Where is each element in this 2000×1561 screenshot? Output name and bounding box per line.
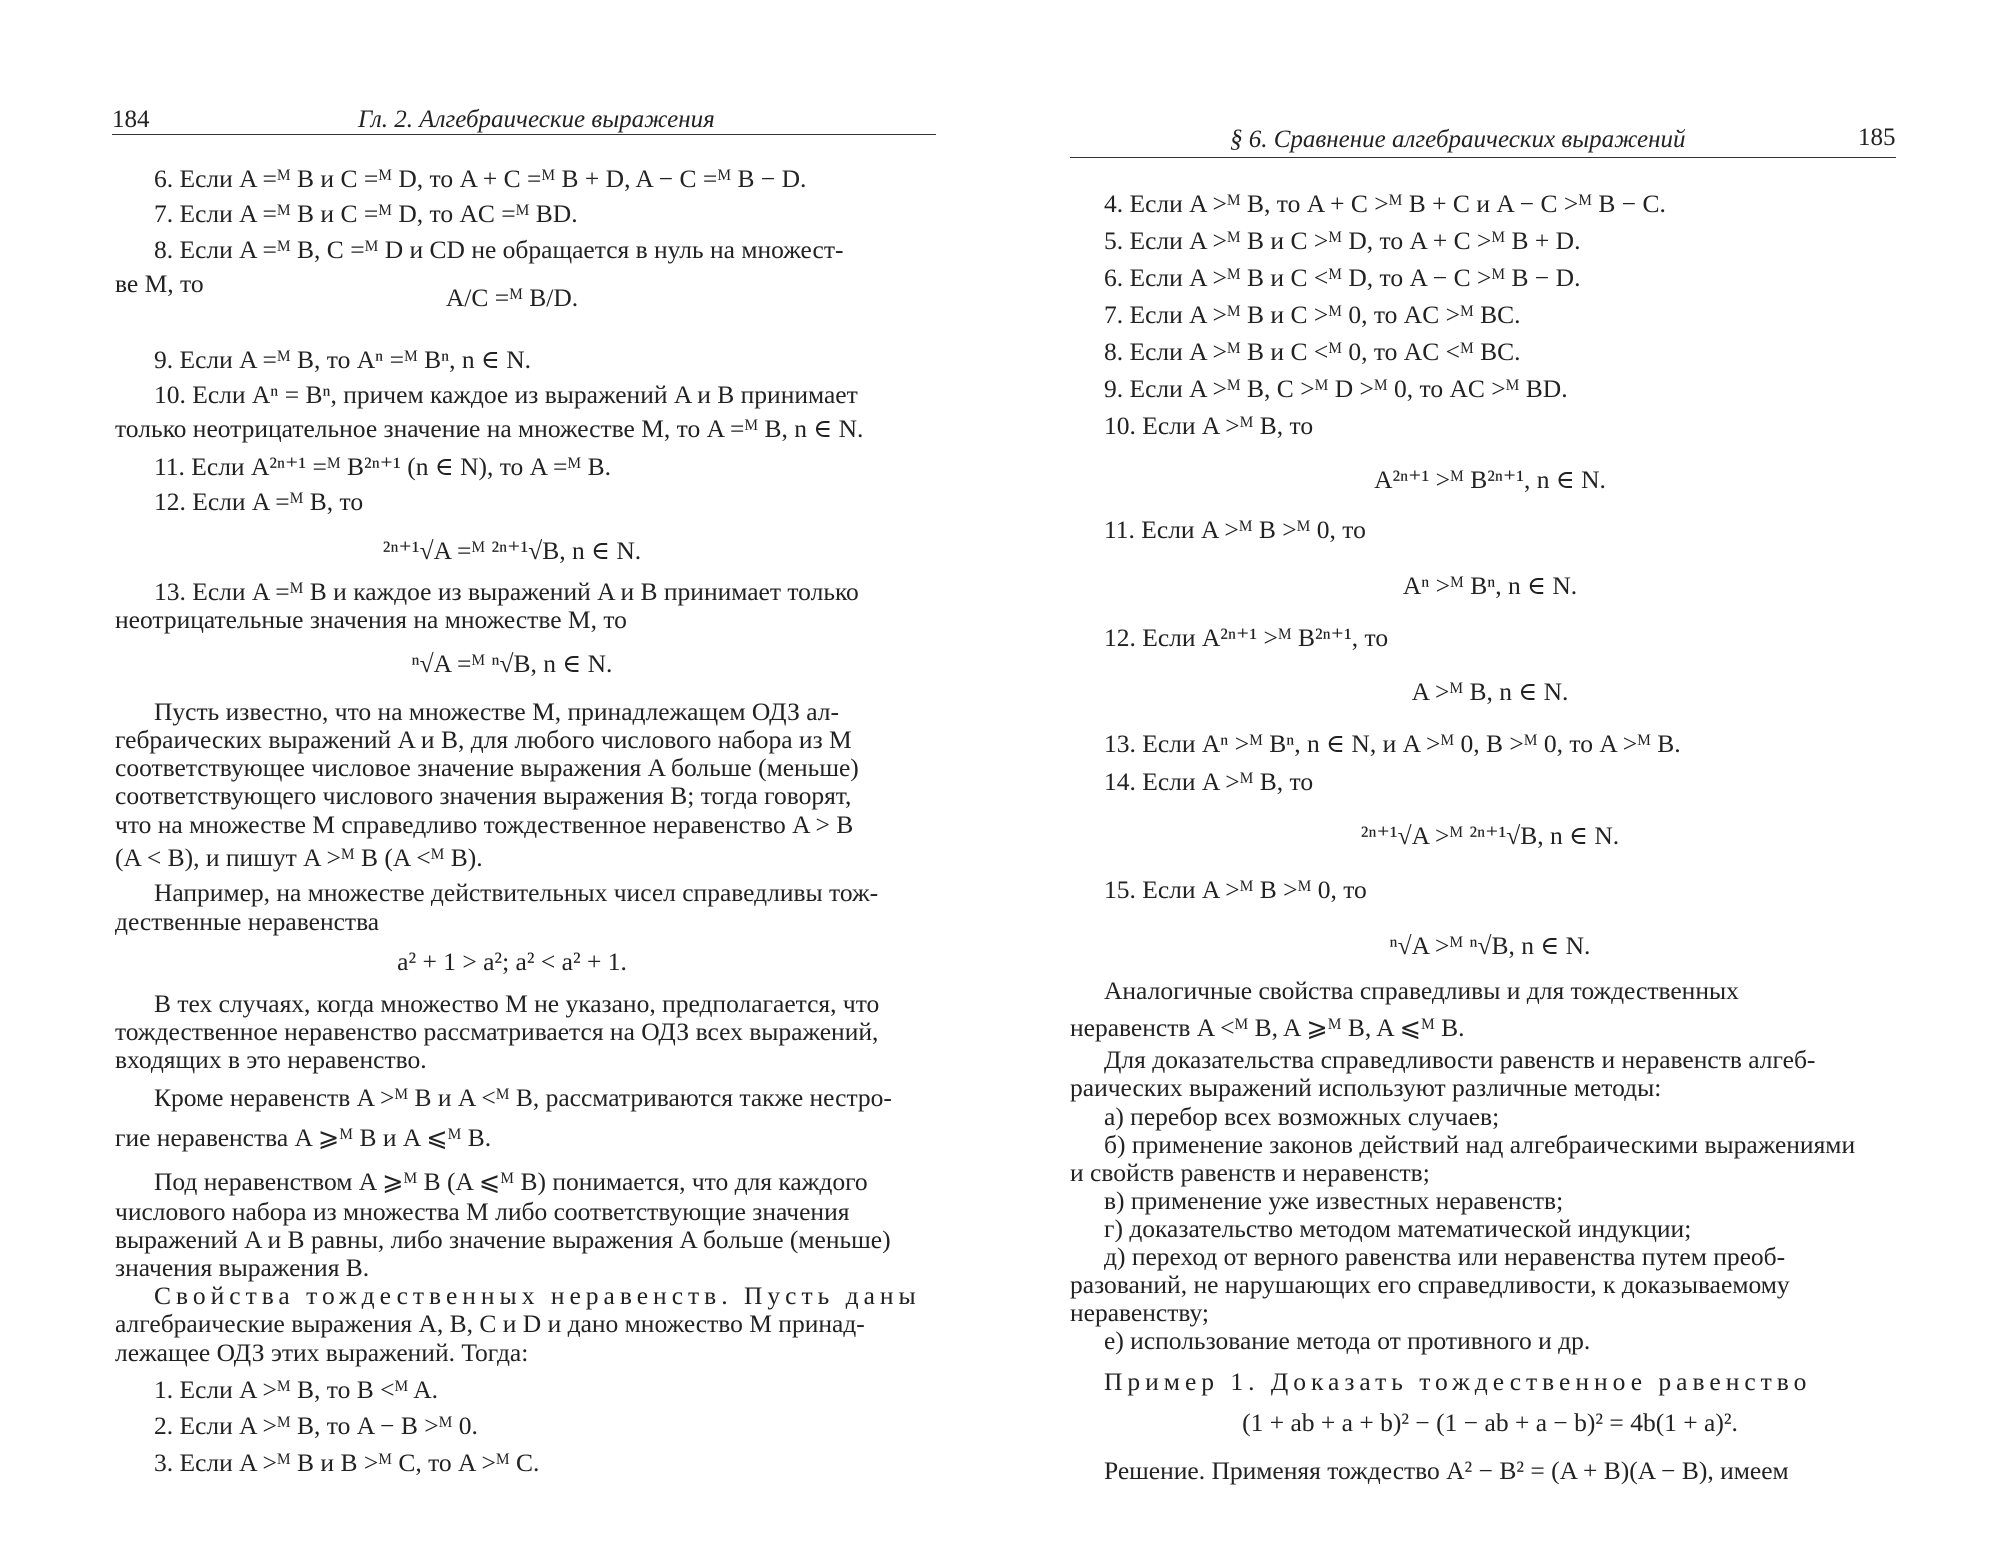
text-line: Под неравенством A ⩾ᴹ B (A ⩽ᴹ B) понимается, что для каждого [154, 1167, 868, 1196]
running-title: Гл. 2. Алгебраические выражения [358, 106, 715, 133]
display-formula: A >ᴹ B, n ∈ N. [1411, 677, 1569, 706]
text-line: 12. Если A²ⁿ⁺¹ >ᴹ B²ⁿ⁺¹, то [1104, 623, 1389, 652]
text-line: неравенству; [1070, 1298, 1210, 1327]
list-item: а) перебор всех возможных случаев; [1104, 1102, 1500, 1131]
display-formula: Aⁿ >ᴹ Bⁿ, n ∈ N. [1402, 571, 1578, 600]
display-formula: ²ⁿ⁺¹√A >ᴹ ²ⁿ⁺¹√B, n ∈ N. [1360, 821, 1620, 850]
text-line: Например, на множестве действительных чисел справедливы тож- [154, 878, 879, 907]
text-line: 6. Если A =ᴹ B и C =ᴹ D, то A + C =ᴹ B + D, A − C =ᴹ B − D. [154, 164, 807, 193]
display-formula: (1 + ab + a + b)² − (1 − ab + a − b)² = 4b(1 + a)². [1242, 1408, 1738, 1437]
text-line: 4. Если A >ᴹ B, то A + C >ᴹ B + C и A − C >ᴹ B − C. [1104, 189, 1666, 218]
list-item: г) доказательство методом математической индукции; [1104, 1214, 1692, 1243]
text-line: 13. Если Aⁿ >ᴹ Bⁿ, n ∈ N, и A >ᴹ 0, B >ᴹ 0, то A >ᴹ B. [1104, 729, 1681, 758]
text-line: 14. Если A >ᴹ B, то [1104, 767, 1314, 796]
text-line: Пусть известно, что на множестве M, принадлежащем ОДЗ ал- [154, 697, 840, 726]
text-line: 8. Если A =ᴹ B, C =ᴹ D и CD не обращается в нуль на множест- [154, 235, 844, 264]
text-line: 15. Если A >ᴹ B >ᴹ 0, то [1104, 875, 1367, 904]
page-number: 184 [112, 106, 150, 133]
text-line: 5. Если A >ᴹ B и C >ᴹ D, то A + C >ᴹ B + D. [1104, 226, 1581, 255]
display-formula: a² + 1 > a²; a² < a² + 1. [397, 947, 627, 976]
header-rule [112, 134, 936, 135]
display-formula: A/C =ᴹ B/D. [445, 283, 579, 312]
text-line: 9. Если A =ᴹ B, то Aⁿ =ᴹ Bⁿ, n ∈ N. [154, 345, 532, 374]
text-line: неравенств A <ᴹ B, A ⩾ᴹ B, A ⩽ᴹ B. [1070, 1013, 1465, 1042]
text-line: значения выражения B. [115, 1253, 370, 1282]
text-line: соответствующее числовое значение выражения A больше (меньше) [115, 753, 859, 782]
text-line: неотрицательные значения на множестве M, то [115, 605, 627, 634]
page-number: 185 [1858, 124, 1896, 151]
display-formula: ²ⁿ⁺¹√A =ᴹ ²ⁿ⁺¹√B, n ∈ N. [382, 536, 642, 565]
text-line: 7. Если A >ᴹ B и C >ᴹ 0, то AC >ᴹ BC. [1104, 300, 1521, 329]
list-item: в) применение уже известных неравенств; [1104, 1186, 1564, 1215]
text-line: (A < B), и пишут A >ᴹ B (A <ᴹ B). [115, 843, 483, 872]
text-line: раических выражений используют различные методы: [1070, 1073, 1662, 1102]
list-item: е) использование метода от противного и др. [1104, 1326, 1591, 1355]
text-line: 6. Если A >ᴹ B и C <ᴹ D, то A − C >ᴹ B − D. [1104, 263, 1581, 292]
text-line: входящих в это неравенство. [115, 1045, 427, 1074]
text-line: только неотрицательное значение на множестве M, то A =ᴹ B, n ∈ N. [115, 414, 864, 443]
text-line: числового набора из множества M либо соответствующие значения [115, 1197, 850, 1226]
text-line: 10. Если A >ᴹ B, то [1104, 411, 1314, 440]
text-line: выражений A и B равны, либо значение выражения A больше (меньше) [115, 1225, 891, 1254]
display-formula: A²ⁿ⁺¹ >ᴹ B²ⁿ⁺¹, n ∈ N. [1374, 465, 1606, 494]
text-line: 7. Если A =ᴹ B и C =ᴹ D, то AC =ᴹ BD. [154, 199, 578, 228]
text-line: 1. Если A >ᴹ B, то B <ᴹ A. [154, 1375, 439, 1404]
list-item: д) переход от верного равенства или неравенства путем преоб- [1104, 1242, 1786, 1271]
text-line: ве M, то [115, 269, 204, 298]
text-line: Решение. Применяя тождество A² − B² = (A + B)(A − B), имеем [1104, 1456, 1789, 1485]
text-line: Аналогичные свойства справедливы и для тождественных [1104, 976, 1739, 1005]
text-line: 11. Если A >ᴹ B >ᴹ 0, то [1104, 515, 1366, 544]
text-line: 13. Если A =ᴹ B и каждое из выражений A и B принимает только [154, 577, 859, 606]
text-line: лежащее ОДЗ этих выражений. Тогда: [115, 1338, 529, 1367]
text-line: 8. Если A >ᴹ B и C <ᴹ 0, то AC <ᴹ BC. [1104, 337, 1521, 366]
right-page [1000, 0, 2000, 1561]
text-line: 10. Если Aⁿ = Bⁿ, причем каждое из выражений A и B принимает [154, 380, 858, 409]
left-page-header [0, 0, 1000, 140]
right-page-header [1000, 0, 2000, 160]
display-formula: ⁿ√A =ᴹ ⁿ√B, n ∈ N. [411, 649, 613, 678]
text-line: соответствующего числового значения выражения B; тогда говорят, [115, 781, 852, 810]
text-line: тождественное неравенство рассматривается на ОДЗ всех выражений, [115, 1017, 879, 1046]
text-line: Для доказательства справедливости равенств и неравенств алгеб- [1104, 1045, 1816, 1074]
text-line: и свойств равенств и неравенств; [1070, 1158, 1430, 1187]
text-line: гебраических выражений A и B, для любого числового набора из M [115, 725, 852, 754]
text-line: В тех случаях, когда множество M не указано, предполагается, что [154, 989, 880, 1018]
text-line: 12. Если A =ᴹ B, то [154, 487, 364, 516]
text-line: 11. Если A²ⁿ⁺¹ =ᴹ B²ⁿ⁺¹ (n ∈ N), то A =ᴹ B. [154, 452, 611, 481]
text-line: 9. Если A >ᴹ B, C >ᴹ D >ᴹ 0, то AC >ᴹ BD. [1104, 374, 1568, 403]
display-formula: ⁿ√A >ᴹ ⁿ√B, n ∈ N. [1389, 931, 1591, 960]
running-title: § 6. Сравнение алгебраических выражений [1230, 126, 1686, 153]
text-line: что на множестве M справедливо тождественное неравенство A > B [115, 810, 854, 839]
text-line: дественные неравенства [115, 907, 380, 936]
list-item: б) применение законов действий над алгебраическими выражениями [1104, 1130, 1856, 1159]
text-line: гие неравенства A ⩾ᴹ B и A ⩽ᴹ B. [115, 1123, 492, 1152]
text-line: алгебраические выражения A, B, C и D и дано множество M принад- [115, 1309, 865, 1338]
header-rule [1070, 157, 1896, 158]
text-line: разований, не нарушающих его справедливости, к доказываемому [1070, 1270, 1790, 1299]
text-line: 3. Если A >ᴹ B и B >ᴹ C, то A >ᴹ C. [154, 1448, 540, 1477]
section-heading-line: Свойства тождественных неравенств. Пусть даны [154, 1281, 921, 1310]
text-line: 2. Если A >ᴹ B, то A − B >ᴹ 0. [154, 1411, 478, 1440]
example-heading-line: Пример 1. Доказать тождественное равенство [1104, 1367, 1812, 1396]
text-line: Кроме неравенств A >ᴹ B и A <ᴹ B, рассматриваются также нестро- [154, 1083, 892, 1112]
